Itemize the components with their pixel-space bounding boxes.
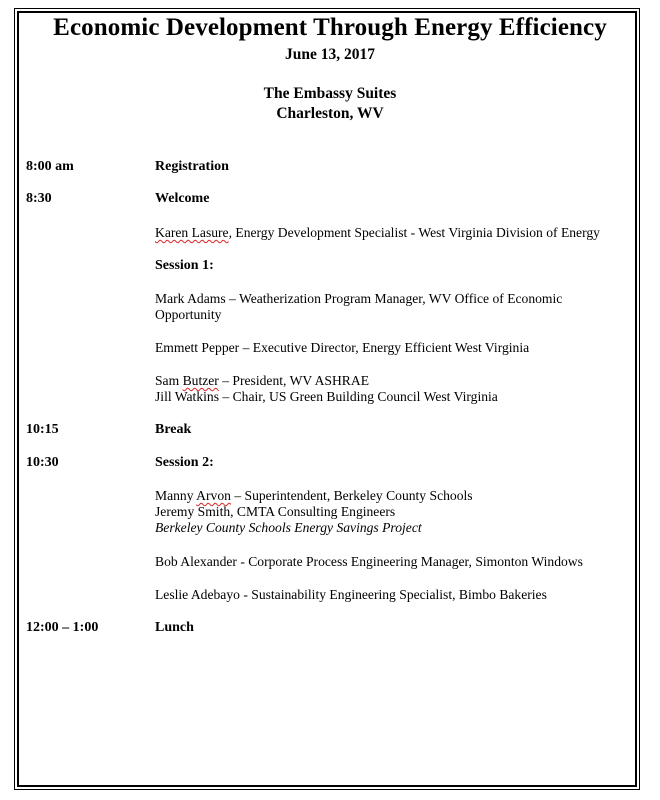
speaker-emmett: Emmett Pepper – Executive Director, Energy Efficient West Virginia xyxy=(155,340,530,355)
venue-name: The Embassy Suites xyxy=(263,85,397,102)
time-break: 10:15 xyxy=(26,422,59,437)
speaker-manny-role: – Superintendent, Berkeley County Schools xyxy=(230,488,473,503)
speaker-bob: Bob Alexander - Corporate Process Engineering Manager, Simonton Windows xyxy=(155,554,583,569)
speaker-manny-last: Arvon xyxy=(196,488,231,503)
label-lunch: Lunch xyxy=(155,620,194,635)
event-date: June 13, 2017 xyxy=(285,46,375,63)
speaker-leslie: Leslie Adebayo - Sustainability Engineering Specialist, Bimbo Bakeries xyxy=(155,587,547,602)
speaker-karen xyxy=(155,225,600,242)
speaker-mark-line1: Mark Adams – Weatherization Program Manager, WV Office of Economic xyxy=(155,291,563,306)
speaker-sam-first: Sam xyxy=(155,373,183,388)
speaker-jill: Jill Watkins – Chair, US Green Building Council West Virginia xyxy=(155,389,498,404)
speaker-sam-last: Butzer xyxy=(182,373,219,388)
label-session-1: Session 1: xyxy=(155,258,214,273)
time-lunch: 12:00 – 1:00 xyxy=(26,620,99,635)
speaker-manny xyxy=(155,488,473,505)
time-session-2: 10:30 xyxy=(26,455,59,470)
speaker-sam-role: – President, WV ASHRAE xyxy=(218,373,369,388)
project-title: Berkeley County Schools Energy Savings Project xyxy=(155,520,422,535)
document-title: Economic Development Through Energy Efficiency xyxy=(53,14,607,41)
time-welcome: 8:30 xyxy=(26,191,52,206)
label-session-2: Session 2: xyxy=(155,455,214,470)
time-registration: 8:00 am xyxy=(26,159,74,174)
label-registration: Registration xyxy=(155,159,229,174)
label-welcome: Welcome xyxy=(155,191,210,206)
speaker-karen-name: Karen Lasure xyxy=(155,225,229,240)
venue-city: Charleston, WV xyxy=(276,105,384,122)
speaker-sam xyxy=(155,373,369,390)
speaker-karen-role: , Energy Development Specialist - West Virginia Division of Energy xyxy=(228,225,600,240)
speaker-mark-line2: Opportunity xyxy=(155,307,222,322)
speaker-jeremy: Jeremy Smith, CMTA Consulting Engineers xyxy=(155,504,396,519)
speaker-manny-first: Manny xyxy=(155,488,197,503)
label-break: Break xyxy=(155,422,192,437)
